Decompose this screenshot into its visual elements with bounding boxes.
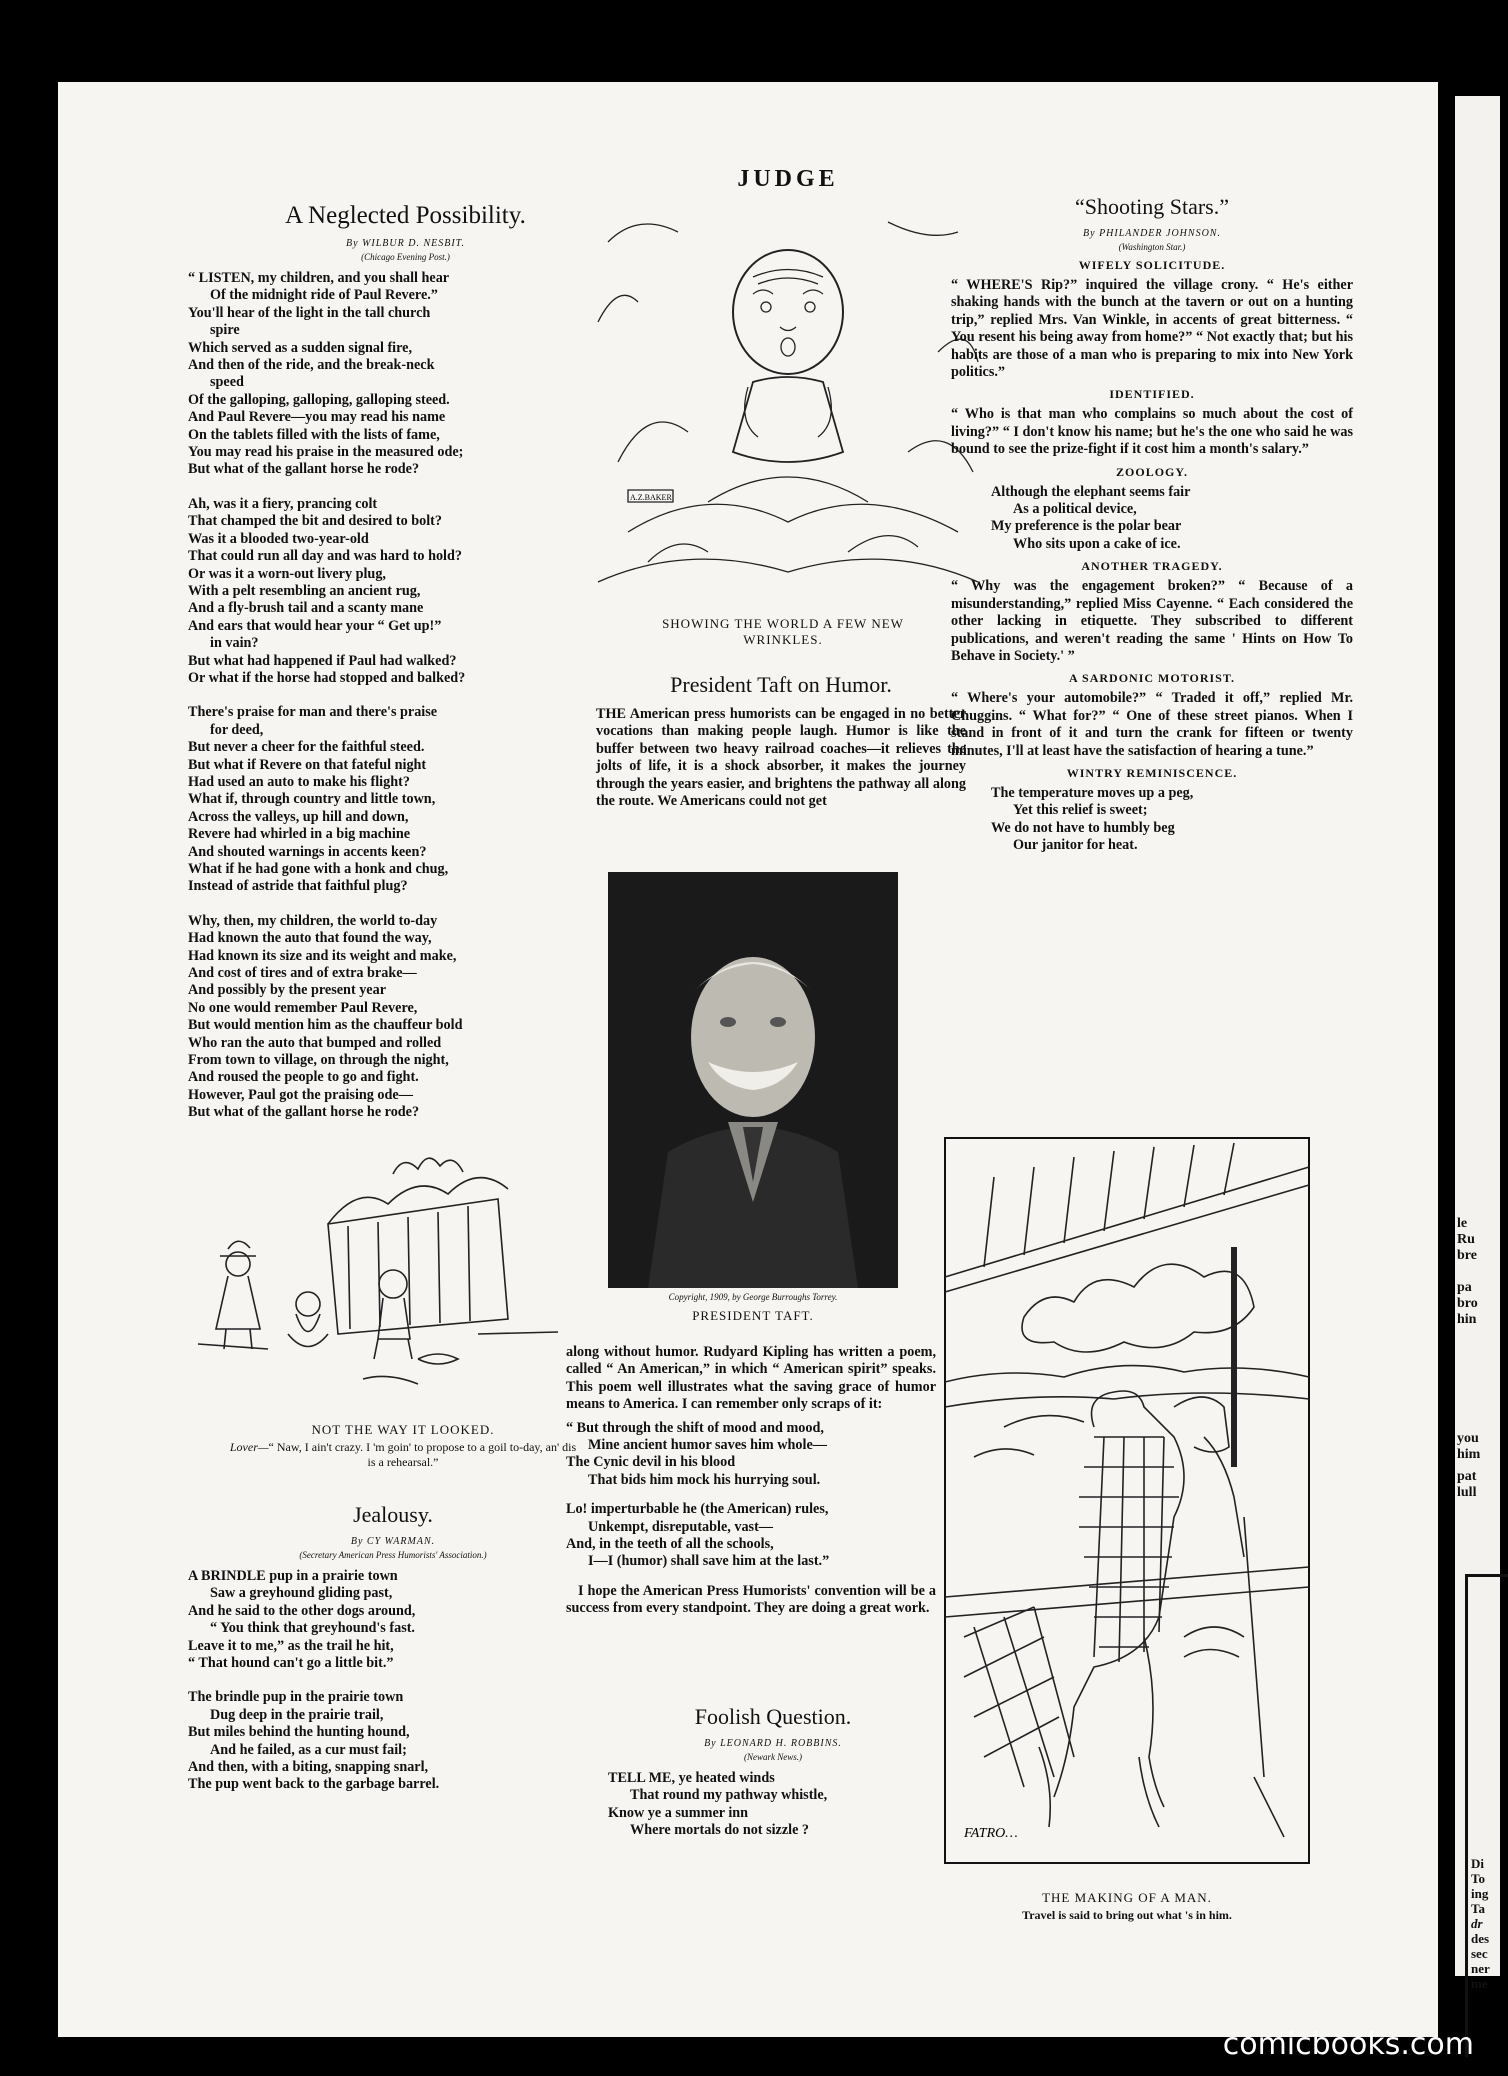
- verse-line: Was it a blooded two-year-old: [188, 530, 369, 547]
- verse-line: speed: [210, 374, 244, 391]
- verse-line: We do not have to humbly beg: [991, 819, 1175, 836]
- verse-line: That champed the bit and desired to bolt?: [188, 513, 442, 530]
- verse-line: Mine ancient humor saves him whole—: [588, 1437, 827, 1454]
- fragment: bro: [1457, 1296, 1478, 1311]
- fragment: you: [1457, 1431, 1479, 1446]
- verse-line: And, in the teeth of all the schools,: [566, 1536, 774, 1553]
- poem-stanza: [188, 913, 623, 1122]
- fragment: des: [1471, 1931, 1490, 1946]
- article-paragraph: [566, 1583, 936, 1618]
- caption-line: WRINKLES.: [743, 632, 823, 647]
- fragment: him: [1457, 1447, 1481, 1462]
- column-source: (Washington Star.): [1118, 242, 1186, 252]
- fragment: dr: [1471, 1916, 1483, 1931]
- verse-line: Unkempt, disreputable, vast—: [588, 1518, 773, 1535]
- cartoon-caption: THE MAKING OF A MAN.: [1042, 1890, 1212, 1905]
- poem-source: (Newark News.): [744, 1752, 802, 1762]
- section-text: “ Who is that man who complains so much about the cost of living?” “ I don't know his name; but he's the one who said he was bound to see the prize-fight if it cost him a month's salary.”: [951, 406, 1353, 458]
- verse-line: Revere had whirled in a big machine: [188, 826, 411, 843]
- column-byline: By PHILANDER JOHNSON.: [1083, 228, 1221, 239]
- article-paragraph: [566, 1344, 936, 1414]
- verse-line: On the tablets filled with the lists of fame,: [188, 426, 440, 443]
- verse-line: But miles behind the hunting hound,: [188, 1724, 410, 1741]
- photo-credit: Copyright, 1909, by George Burroughs Torrey.: [668, 1292, 838, 1302]
- verse-line: That could run all day and was hard to hold?: [188, 548, 462, 565]
- fragment: pat: [1457, 1469, 1477, 1484]
- fragment: Di: [1471, 1856, 1484, 1871]
- adjacent-page-text: [1457, 1216, 1478, 1328]
- verse-line: Who ran the auto that bumped and rolled: [188, 1034, 442, 1051]
- cartoon-caption: NOT THE WAY IT LOOKED.: [311, 1422, 495, 1437]
- fragment: Ta: [1471, 1901, 1485, 1916]
- verse-line: But what if Revere on that fateful night: [188, 756, 427, 773]
- fragment: le: [1457, 1216, 1468, 1231]
- verse-line: And a fly-brush tail and a scanty mane: [188, 600, 424, 617]
- cartoon-subcaption: Travel is said to bring out what 's in him.: [1022, 1908, 1232, 1922]
- kipling-verse: [566, 1501, 936, 1571]
- verse-line: No one would remember Paul Revere,: [188, 999, 418, 1016]
- section-heading: IDENTIFIED.: [1109, 387, 1195, 402]
- verse-line: Of the midnight ride of Paul Revere.”: [210, 287, 438, 304]
- verse-line: But what of the gallant horse he rode?: [188, 1104, 420, 1121]
- column-left: [188, 202, 623, 1139]
- verse-line: And Paul Revere—you may read his name: [188, 409, 446, 426]
- cartoon-dialogue: [228, 1440, 578, 1470]
- fragment: bre: [1457, 1248, 1477, 1263]
- paragraph: THE American press humorists can be engaged in no better vocations than making people laugh. Humor is like the buffer between two heavy railroad coaches—it relieves the jolts of life, it is a shock absorber, it makes the journey through the years easier, and brightens the pathway all along the route. We Americans could not get: [596, 706, 966, 810]
- verse-line: Our janitor for heat.: [1013, 837, 1138, 854]
- verse-line: Had known its size and its weight and make,: [188, 947, 457, 964]
- verse-line: Or what if the horse had stopped and balked?: [188, 669, 466, 686]
- paragraph: I hope the American Press Humorists' convention will be a success from every standpoint. They are doing a great work.: [566, 1582, 936, 1617]
- verse-line: But never a cheer for the faithful steed.: [188, 739, 425, 756]
- verse-line: From town to village, on through the night,: [188, 1052, 449, 1069]
- poem-stanza: [608, 1770, 948, 1840]
- adjacent-page-strip: [1455, 96, 1500, 1991]
- poem-title: Foolish Question.: [694, 1704, 852, 1729]
- baby-cartoon-caption: [598, 616, 968, 648]
- section-verse: [991, 484, 1353, 554]
- verse-line: “ But through the shift of mood and mood,: [566, 1419, 824, 1436]
- poem-byline: By WILBUR D. NESBIT.: [346, 238, 465, 249]
- poem-byline: By CY WARMAN.: [350, 1536, 436, 1547]
- verse-line: Had known the auto that found the way,: [188, 930, 432, 947]
- section-verse: [991, 785, 1353, 855]
- verse-line: The brindle pup in the prairie town: [188, 1689, 404, 1706]
- verse-line: And shouted warnings in accents keen?: [188, 843, 427, 860]
- verse-line: Of the galloping, galloping, galloping steed.: [188, 391, 450, 408]
- verse-line: That bids him mock his hurrying soul.: [588, 1471, 821, 1488]
- poem-source: (Chicago Evening Post.): [361, 252, 450, 262]
- poem-stanza: [188, 1568, 598, 1672]
- baby-cartoon-illustration: [588, 202, 983, 612]
- verse-line: TELL ME, ye heated winds: [608, 1770, 775, 1786]
- verse-line: But would mention him as the chauffeur bold: [188, 1017, 463, 1034]
- poem-stanza: [188, 704, 623, 895]
- verse-line: “ That hound can't go a little bit.”: [188, 1655, 394, 1672]
- section-text: “ Why was the engagement broken?” “ Because of a misunderstanding,” replied Miss Cayenne. “ Each considered the other lacking in etiquette. They subscribed to different publications, and weren't reading the same ' Hints on How To Behave in Society.' ”: [951, 578, 1353, 664]
- verse-line: Had used an auto to make his flight?: [188, 773, 410, 790]
- site-watermark: comicbooks.com: [1222, 2027, 1474, 2062]
- section-heading: WINTRY REMINISCENCE.: [1066, 765, 1238, 780]
- paragraph: along without humor. Rudyard Kipling has written a poem, called “ An American,” in which “ American spirit” speaks. This poem well illustrates what the saving grace of humor means to America. I can remember only scraps of it:: [566, 1344, 936, 1413]
- fragment: Ru: [1457, 1232, 1475, 1247]
- article-title: President Taft on Humor.: [670, 672, 892, 697]
- verse-line: Dug deep in the prairie trail,: [210, 1706, 384, 1723]
- verse-line: Which served as a sudden signal fire,: [188, 339, 413, 356]
- children-cartoon-illustration: [178, 1144, 598, 1409]
- verse-line: There's praise for man and there's praise: [188, 704, 438, 721]
- verse-line: in vain?: [210, 635, 259, 652]
- section-heading: ZOOLOGY.: [1116, 464, 1188, 479]
- magazine-page: [58, 82, 1438, 2037]
- taft-photo-caption-block: [608, 1292, 898, 1324]
- fragment: me: [1471, 1976, 1488, 1991]
- adjacent-page-text: [1457, 1431, 1480, 1501]
- verse-line: As a political device,: [1013, 501, 1137, 518]
- verse-line: Instead of astride that faithful plug?: [188, 878, 408, 895]
- verse-line: You may read his praise in the measured ode;: [188, 444, 464, 461]
- poem-stanza: [188, 1689, 598, 1793]
- verse-line: And then of the ride, and the break-neck: [188, 357, 435, 374]
- poem-stanza: [188, 496, 623, 687]
- fragment: lull: [1457, 1485, 1477, 1500]
- verse-line: “ LISTEN, my children, and you shall hear: [188, 270, 450, 286]
- verse-line: My preference is the polar bear: [991, 518, 1182, 535]
- foolish-question-poem: [598, 1704, 948, 1857]
- verse-line: But what of the gallant horse he rode?: [188, 461, 420, 478]
- verse-line: And he said to the other dogs around,: [188, 1602, 416, 1619]
- masthead: JUDGE: [737, 166, 839, 192]
- photo-caption: PRESIDENT TAFT.: [692, 1308, 814, 1323]
- verse-line: Who sits upon a cake of ice.: [1013, 535, 1181, 552]
- taft-article: [596, 672, 966, 810]
- verse-line: The pup went back to the garbage barrel.: [188, 1776, 440, 1793]
- ship-cartoon-caption-block: [944, 1890, 1310, 1923]
- poem-source: (Secretary American Press Humorists' Association.): [299, 1550, 487, 1560]
- verse-line: And roused the people to go and fight.: [188, 1069, 419, 1086]
- poem-title: A Neglected Possibility.: [285, 202, 526, 229]
- verse-line: Saw a greyhound gliding past,: [210, 1585, 393, 1602]
- adjacent-page-text: [1471, 1856, 1490, 1991]
- verse-line: spire: [210, 322, 240, 339]
- taft-article-continued: [566, 1344, 936, 1618]
- verse-line: With a pelt resembling an ancient rug,: [188, 582, 421, 599]
- kipling-verse: [566, 1420, 936, 1490]
- fragment: ing: [1471, 1886, 1489, 1901]
- cartoon-speaker: Lover—: [229, 1440, 269, 1454]
- section-heading: A SARDONIC MOTORIST.: [1069, 671, 1235, 686]
- jealousy-poem: [188, 1502, 598, 1811]
- verse-line: The Cynic devil in his blood: [566, 1454, 736, 1471]
- poem-byline: By LEONARD H. ROBBINS.: [704, 1738, 842, 1749]
- fragment: hin: [1457, 1312, 1477, 1327]
- verse-line: Where mortals do not sizzle ?: [630, 1822, 810, 1839]
- verse-line: Know ye a summer inn: [608, 1804, 749, 1821]
- cartoon-caption-block: [228, 1422, 578, 1470]
- verse-line: Leave it to me,” as the trail he hit,: [188, 1637, 394, 1654]
- verse-line: You'll hear of the light in the tall church: [188, 304, 431, 321]
- verse-line: Or was it a worn-out livery plug,: [188, 565, 386, 582]
- verse-line: And then, with a biting, snapping snarl,: [188, 1759, 429, 1776]
- verse-line: But what had happened if Paul had walked?: [188, 652, 457, 669]
- verse-line: That round my pathway whistle,: [630, 1787, 828, 1804]
- section-text: “ Where's your automobile?” “ Traded it off,” replied Mr. Chuggins. “ What for?” “ One of these street pianos. When I stand in front of it and turn the crank for fifteen or twenty minutes, I'll at least have the satisfaction of hearing a tune.”: [951, 690, 1353, 759]
- verse-line: And possibly by the present year: [188, 982, 386, 999]
- verse-line: The temperature moves up a peg,: [991, 784, 1194, 801]
- verse-line: However, Paul got the praising ode—: [188, 1086, 413, 1103]
- verse-line: Lo! imperturbable he (the American) rules,: [566, 1501, 829, 1518]
- fragment: To: [1471, 1871, 1485, 1886]
- caption-line: SHOWING THE WORLD A FEW NEW: [662, 616, 904, 631]
- verse-line: What if, through country and little town,: [188, 791, 436, 808]
- verse-line: “ You think that greyhound's fast.: [210, 1620, 415, 1637]
- verse-line: Yet this relief is sweet;: [1013, 802, 1148, 819]
- verse-line: And cost of tires and of extra brake—: [188, 965, 417, 982]
- article-paragraph: [596, 706, 966, 810]
- section-heading: WIFELY SOLICITUDE.: [1078, 258, 1226, 272]
- section-text: “ WHERE'S Rip?” inquired the village crony. “ He's either shaking hands with the bunch at the tavern or out on a hunting trip,” replied Mrs. Van Winkle, in accents of great bitterness. “ You resent his being away from home?” “ Not exactly that; but his habits are those of a man who is preparing to mix into New York politics.”: [951, 277, 1353, 381]
- verse-line: Why, then, my children, the world to-day: [188, 912, 438, 929]
- section-heading: ANOTHER TRAGEDY.: [1081, 559, 1223, 574]
- fragment: ner: [1471, 1961, 1490, 1976]
- verse-line: What if he had gone with a honk and chug,: [188, 861, 449, 877]
- verse-line: Ah, was it a fiery, prancing colt: [188, 495, 378, 512]
- verse-line: I—I (humor) shall save him at the last.”: [588, 1553, 830, 1570]
- poem-stanza: [188, 270, 623, 479]
- poem-title: Jealousy.: [353, 1502, 433, 1527]
- column-title: “Shooting Stars.”: [1075, 194, 1229, 219]
- verse-line: And he failed, as a cur must fail;: [210, 1741, 407, 1758]
- cartoon-signature: A.Z.BAKER: [630, 493, 672, 502]
- verse-line: Although the elephant seems fair: [991, 483, 1191, 500]
- verse-line: Across the valleys, up hill and down,: [188, 808, 409, 825]
- cartoon-signature: FATRO…: [964, 1826, 1018, 1841]
- fragment: sec: [1471, 1946, 1488, 1961]
- fragment: pa: [1457, 1280, 1472, 1295]
- verse-line: A BRINDLE pup in a prairie town: [188, 1568, 398, 1584]
- ship-rail-cartoon-illustration: [944, 1137, 1310, 1887]
- verse-line: And ears that would hear your “ Get up!”: [188, 617, 442, 634]
- cartoon-line: “ Naw, I ain't crazy. I 'm goin' to propose to a goil to-day, an' dis is a rehearsal.”: [268, 1440, 577, 1469]
- verse-line: for deed,: [210, 721, 264, 738]
- column-right: [951, 194, 1353, 859]
- taft-photo: [608, 872, 898, 1288]
